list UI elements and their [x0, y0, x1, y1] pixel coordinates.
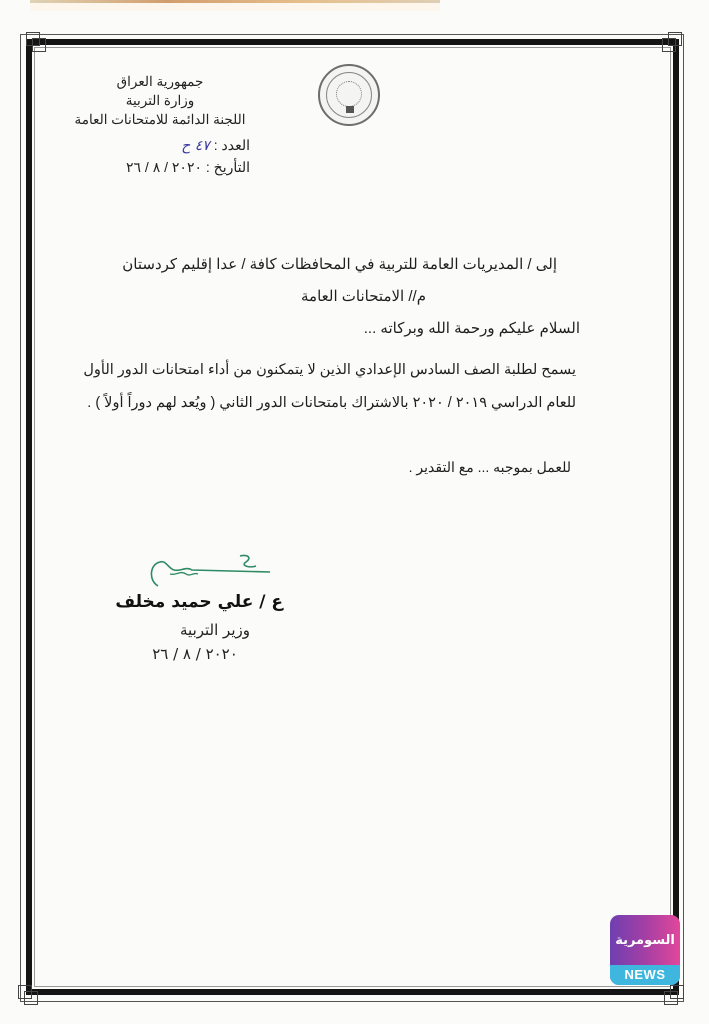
handwritten-signature-icon	[140, 550, 280, 590]
news-label: NEWS	[610, 965, 680, 985]
body-paragraph-line-2: للعام الدراسي ٢٠١٩ / ٢٠٢٠ بالاشتراك بامتحانات الدور الثاني ( ويُعد لهم دوراً أولاً ) .	[87, 395, 576, 411]
committee-name: اللجنة الدائمة للامتحانات العامة	[74, 112, 246, 127]
closing-line: للعمل بموجبه ... مع التقدير .	[408, 459, 571, 475]
body-paragraph-line-1: يسمح لطلبة الصف السادس الإعدادي الذين لا يتمكنون من أداء امتحانات الدور الأول	[83, 362, 576, 378]
signatory-name: ع / علي حميد مخلف	[115, 592, 283, 612]
photo-edge-shadow	[30, 3, 440, 11]
subject-line: م// الامتحانات العامة	[301, 288, 426, 305]
letterhead	[60, 72, 260, 129]
date-value: ٢٠٢٠ / ٨ / ٢٦	[125, 159, 202, 175]
ministry-name: وزارة التربية	[125, 93, 195, 108]
seal-eagle	[336, 81, 362, 107]
brand-logo-text: السومرية	[615, 933, 675, 948]
signature-date: ٢٠٢٠ / ٨ / ٢٦	[152, 645, 238, 663]
country-name: جمهورية العراق	[116, 74, 204, 89]
seal-shield	[346, 106, 354, 113]
document-frame-inner	[34, 47, 671, 987]
frame-corner-ornament	[662, 38, 676, 52]
date-label: التأريخ :	[205, 159, 250, 175]
reference-number-row	[90, 135, 250, 157]
recipient-line: إلى / المديريات العامة للتربية في المحافظات كافة / عدا إقليم كردستان	[122, 256, 557, 273]
number-value: ٤٧ ح	[181, 138, 210, 154]
number-label: العدد :	[213, 137, 250, 153]
frame-corner-ornament	[664, 991, 678, 1005]
frame-corner-ornament	[24, 991, 38, 1005]
reference-date-row	[90, 157, 250, 178]
ministry-seal-icon	[318, 64, 380, 126]
signatory-title: وزير التربية	[180, 621, 250, 639]
frame-corner-ornament	[32, 38, 46, 52]
news-watermark-logo	[610, 915, 680, 985]
reference-block	[90, 135, 250, 178]
greeting-line: السلام عليكم ورحمة الله وبركاته ...	[363, 320, 580, 337]
